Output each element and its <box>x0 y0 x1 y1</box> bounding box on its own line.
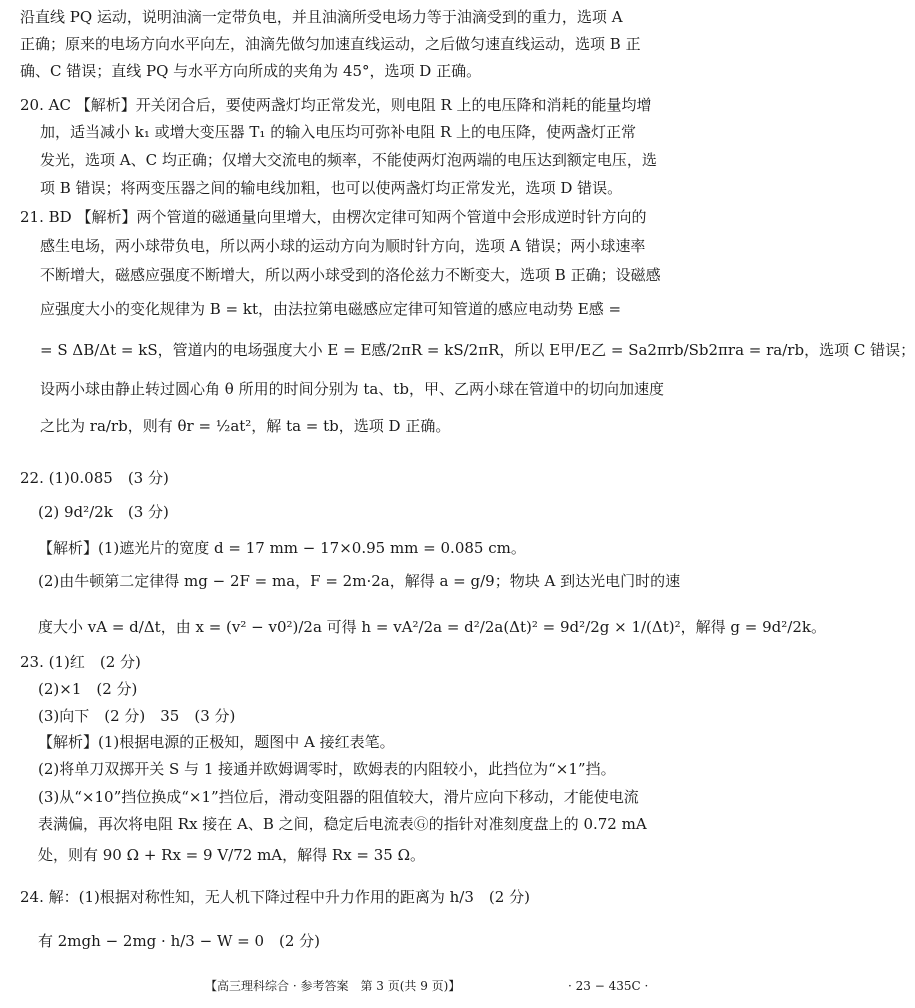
text-line: 沿直线 PQ 运动，说明油滴一定带负电，并且油滴所受电场力等于油滴受到的重力，选项 A <box>20 8 623 26</box>
analysis-22-line: 【解析】(1)遮光片的宽度 d = 17 mm − 17×0.95 mm = 0.085 cm。 <box>38 539 526 557</box>
answer-23-line: (3)向下 (2 分) 35 (3 分) <box>38 707 236 725</box>
analysis-23-line: 【解析】(1)根据电源的正极知，题图中 A 接红表笔。 <box>38 733 395 751</box>
analysis-23-line: 表满偏，再次将电阻 Rx 接在 A、B 之间，稳定后电流表Ⓖ的指针对准刻度盘上的 0.72 mA <box>38 815 647 833</box>
answer-21-line: 应强度大小的变化规律为 B = kt，由法拉第电磁感应定律可知管道的感应电动势 E感 = <box>40 300 622 318</box>
text-line: 确、C 错误；直线 PQ 与水平方向所成的夹角为 45°，选项 D 正确。 <box>20 62 482 80</box>
analysis-23-formula-line: 处，则有 90 Ω + Rx = 9 V/72 mA，解得 Rx = 35 Ω。 <box>38 846 426 864</box>
answer-20-line: 发光，选项 A、C 均正确；仅增大交流电的频率，不能使两灯泡两端的电压达到额定电压，选 <box>40 151 657 169</box>
answer-21-line: 感生电场，两小球带负电，所以两小球的运动方向为顺时针方向，选项 A 错误；两小球速率 <box>40 237 646 255</box>
footer-code: · 23 − 435C · <box>568 979 649 993</box>
analysis-22-formula-line: 度大小 vA = d/Δt，由 x = (v² − v0²)/2a 可得 h = vA²/2a = d²/2a(Δt)² = 9d²/2g × 1/(Δt)²，解得 g = 9d²/2k。 <box>38 618 826 636</box>
answer-20-line: 加，适当减小 k₁ 或增大变压器 T₁ 的输入电压均可弥补电阻 R 上的电压降，使两盏灯正常 <box>40 123 637 141</box>
answer-23-line: 23. (1)红 (2 分) <box>20 653 141 671</box>
analysis-22-line: (2)由牛顿第二定律得 mg − 2F = ma，F = 2m·2a，解得 a = g/9；物块 A 到达光电门时的速 <box>38 572 681 590</box>
answer-21-line: 之比为 ra/rb，则有 θr = ½at²，解 ta = tb，选项 D 正确。 <box>40 417 451 435</box>
footer-title: 【高三理科综合 · 参考答案 第 3 页(共 9 页)】 <box>205 979 461 993</box>
answer-24-line: 有 2mgh − 2mg · h/3 − W = 0 (2 分) <box>38 932 321 950</box>
answer-20-line: 项 B 错误；将两变压器之间的输电线加粗，也可以使两盏灯均正常发光，选项 D 错误。 <box>40 179 623 197</box>
answer-24-line: 24. 解：(1)根据对称性知，无人机下降过程中升力作用的距离为 h/3 (2 分) <box>20 888 530 906</box>
answer-21-formula-line: = S ΔB/Δt = kS，管道内的电场强度大小 E = E感/2πR = kS/2πR，所以 E甲/E乙 = Sa2πrb/Sb2πra = ra/rb，选项 C 错误； <box>40 341 915 359</box>
answer-21-line: 不断增大，磁感应强度不断增大，所以两小球受到的洛伦兹力不断变大，选项 B 正确；设磁感 <box>40 266 661 284</box>
text-line: 正确；原来的电场方向水平向左，油滴先做匀加速直线运动，之后做匀速直线运动，选项 B 正 <box>20 35 641 53</box>
answer-23-line: (2)×1 (2 分) <box>38 680 138 698</box>
answer-21-line: 设两小球由静止转过圆心角 θ 所用的时间分别为 ta、tb，甲、乙两小球在管道中的切向加速度 <box>40 380 664 398</box>
analysis-23-line: (3)从“×10”挡位换成“×1”挡位后，滑动变阻器的阻值较大，滑片应向下移动，才能使电流 <box>38 788 639 806</box>
answer-20-line: 20. AC 【解析】开关闭合后，要使两盏灯均正常发光，则电阻 R 上的电压降和消耗的能量均增 <box>20 96 652 114</box>
analysis-23-line: (2)将单刀双掷开关 S 与 1 接通并欧姆调零时，欧姆表的内阻较小，此挡位为“×1”挡。 <box>38 760 616 778</box>
answer-22-line: (2) 9d²/2k (3 分) <box>38 503 169 521</box>
answer-22-line: 22. (1)0.085 (3 分) <box>20 469 169 487</box>
page-footer <box>0 975 653 997</box>
answer-21-line: 21. BD 【解析】两个管道的磁通量向里增大，由楞次定律可知两个管道中会形成逆时针方向的 <box>20 208 647 226</box>
